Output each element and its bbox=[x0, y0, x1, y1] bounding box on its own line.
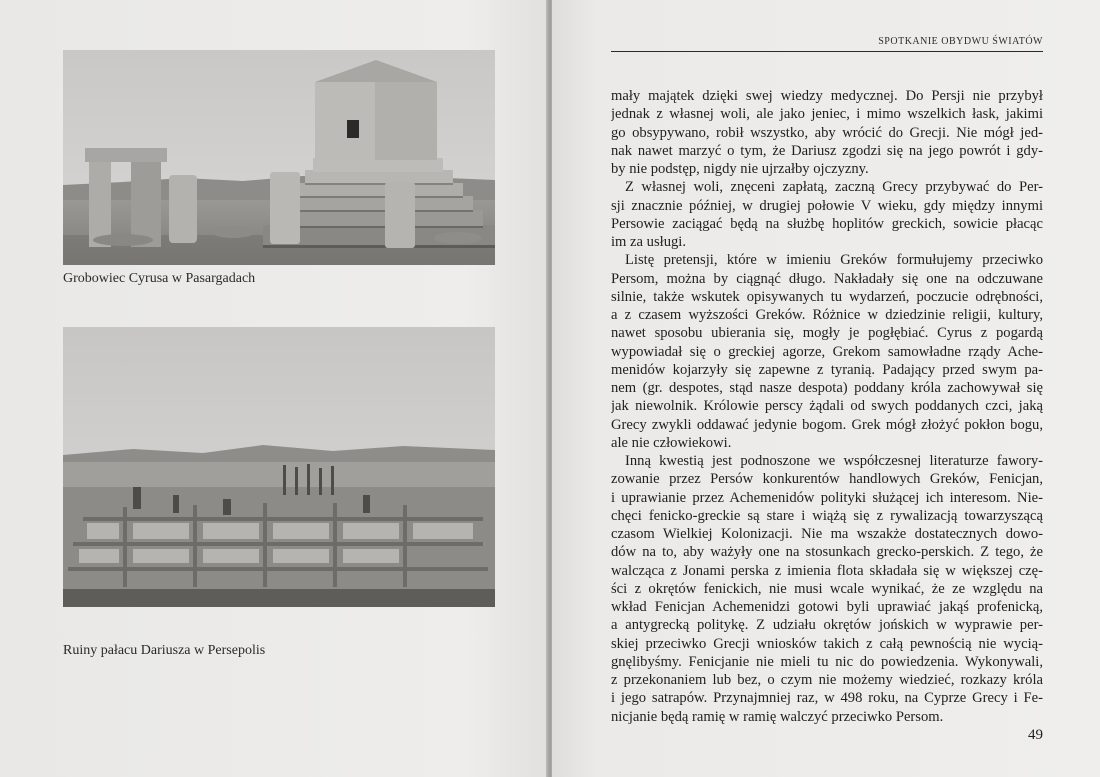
text-line: zowanie przez Persów konkurentów handlowych Greków, Fenicjan, bbox=[611, 471, 1043, 488]
text-line: ale nie człowiekowi. bbox=[611, 434, 732, 451]
caption-persepolis-ruins: Ruiny pałacu Dariusza w Persepolis bbox=[63, 643, 266, 658]
photo-persepolis-ruins bbox=[63, 327, 495, 607]
tomb-illustration bbox=[63, 50, 495, 265]
text-line: wkład Fenicjan Achemenidzi gotowi byli uprawiać jakąś profenicką, bbox=[611, 599, 1043, 615]
text-line: i jego satrapów. Przynajmniej raz, w 498 roku, na Cyprze Grecy i Fe- bbox=[611, 690, 1043, 707]
text-line: wypowiadał się o greckiej agorze, Grekom samowładne rządy Ache- bbox=[611, 343, 1043, 360]
text-line: silnie, także wskutek opisywanych tu wydarzeń, poczucie odrębności, bbox=[611, 288, 1043, 305]
text-line: z przekonaniem lub bez, o czym nie możemy wiedzieć, rozkazy króla bbox=[611, 672, 1043, 688]
caption-tomb-of-cyrus: Grobowiec Cyrusa w Pasargadach bbox=[63, 271, 256, 286]
text-line: Persowie zaciągać będą na służbę hoplitów greckich, sowicie płacąc bbox=[611, 215, 1043, 232]
text-line: by nie podstęp, nigdy nie ujrzałby ojczyzny. bbox=[611, 161, 869, 177]
page-number: 49 bbox=[1028, 727, 1043, 743]
text-line: dów na to, aby ważyły one na stosunkach grecko-perskich. Z tego, że bbox=[611, 544, 1043, 561]
text-line: i uprawianie przez Achemenidów polityki służącej ich interesom. Nie- bbox=[611, 489, 1043, 506]
text-line: Inną kwestią jest podnoszone we współczesnej literaturze fawory- bbox=[625, 453, 1043, 469]
text-line: Z własnej woli, znęceni zapłatą, zaczną Grecy przybywać do Per- bbox=[625, 179, 1043, 196]
text-line: Grecy zwykli oddawać jedynie bogom. Grek mógł złożyć pokłon bogu, bbox=[611, 416, 1043, 433]
text-line: im za usługi. bbox=[611, 234, 686, 250]
text-line: mały majątek dzięki swej wiedzy medycznej. Do Persji nie przybył bbox=[611, 88, 1043, 104]
text-line: gnęlibyśmy. Fenicjanie nie mieli tu nic do powiedzenia. Wykonywali, bbox=[611, 653, 1043, 670]
text-line: skiej przeciwko Grecji wniosków takich z całą pewnością nie wycią- bbox=[611, 635, 1043, 652]
persepolis-illustration bbox=[63, 327, 495, 607]
left-page bbox=[0, 0, 548, 777]
text-line: Listę pretensji, które w imieniu Greków formułujemy przeciwko bbox=[625, 252, 1043, 269]
text-line: nak nawet marzyć o tym, że Dariusz zgodzi się na jego powrót i gdy- bbox=[611, 142, 1043, 159]
text-line: nicjanie będą ramię w ramię walczyć przeciwko Persom. bbox=[611, 708, 944, 725]
text-line: a z czasem wyższości Greków. Różnice w dziedzinie religii, kultury, bbox=[611, 307, 1043, 323]
running-head-rule bbox=[611, 51, 1043, 52]
text-line: jednak z własnej woli, ale jako jeniec, i mimo wszelkich łask, jakimi bbox=[611, 106, 1043, 123]
text-line: walcząca z Jonami perska z imienia flota składała się w większej czę- bbox=[611, 562, 1043, 579]
text-line: nawet sposobu ubierania się, mogły je pogłębiać. Cyrus z pogardą bbox=[611, 325, 1043, 342]
photo-tomb-of-cyrus bbox=[63, 50, 495, 265]
text-line: czasom Wielkiej Kolonizacji. Nie ma wszakże dostatecznych dowo- bbox=[611, 526, 1043, 542]
text-line: Persom, można by ciągnąć długo. Nakładały się one na odczuwane bbox=[611, 270, 1043, 287]
text-line: ści z okrętów fenickich, nie musi wcale wynikać, że ze względu na bbox=[611, 580, 1043, 597]
text-line: menidów kojarzyły się zapewne z tyranią. Padający przed swym pa- bbox=[611, 361, 1043, 378]
text-line: sji znacznie później, w drugiej połowie V wieku, gdy między innymi bbox=[611, 197, 1043, 214]
text-line: chęci fenicko-greckie są stare i wiążą się z rywalizacją towarzyszącą bbox=[611, 507, 1043, 524]
text-line: jak niewolnik. Królowie perscy żądali od swych poddanych czci, jaką bbox=[611, 398, 1043, 415]
running-head: SPOTKANIE OBYDWU ŚWIATÓW bbox=[878, 36, 1043, 47]
text-line: go obsypywano, robił wszystko, aby wrócić do Grecji. Nie mógł jed- bbox=[611, 124, 1043, 141]
body-text bbox=[611, 87, 1043, 726]
text-line: a antygrecką politykę. Z udziału okrętów jońskich w wyprawie per- bbox=[611, 617, 1043, 634]
text-line: nem (gr. despotes, stąd nasze despota) poddany króla zachowywał się bbox=[611, 380, 1043, 396]
